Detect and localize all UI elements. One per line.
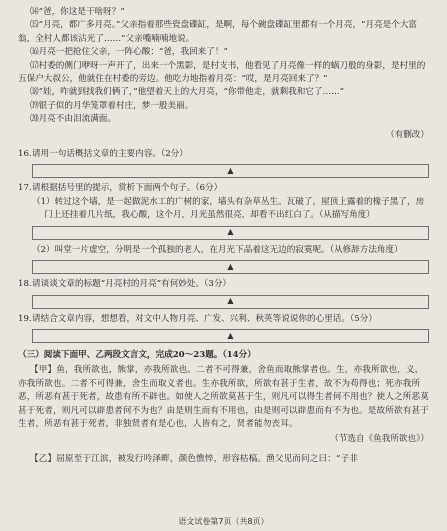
page-footer: 语文试卷第7页（共8页） — [178, 516, 269, 526]
classical-text-jia: 【甲】鱼，我所欲也，熊掌，亦我所欲也。二者不可得兼，舍鱼而取熊掌者也。生，亦我所欲也，义，亦我所欲也。二者不可得兼，舍生而取义者也。生亦我所欲，所欲有甚于生者，故不为苟得也；死亦我所恶，所恶有甚于死者，故患有所不辟也。如使人之所欲莫甚于生，则凡可以得生者何不用也？使人之所恶莫甚于死者，则凡可以辟患者何不为也？由是则生而有不用也，由是则可以辟患而有不为也。是故所欲有甚于生者，所恶有甚于死者，非独贤者有是心也，人皆有之，贤者能勿丧耳。 — [18, 365, 429, 429]
story-paragraph: ⒄村委的侧门咿呀一声开了，出来一个黑影，是村支书，他看见了月亮像一样的蜗刀般的身影，是村里的五保户大叔公，他就住在村委的旁边。他吃力地指着月亮：“哎，是月亮回来了？” — [18, 60, 426, 85]
question-number: 18. — [18, 279, 32, 290]
classical-source: （节选自《鱼我所欲也》） — [330, 434, 429, 445]
question-17-sub-1: （1）转过这个墙，是一起做泥水工的广树的家，墙头有杂草丛生。瓦破了，屋顶上露着的椽子黑了，房门上还挂着几片纸，我心酸，这个月，月光虽然很亮，却看不出红白了。（从描写角度） — [32, 196, 425, 221]
answer-box-17-1[interactable] — [32, 226, 429, 240]
question-text: 请结合文章内容，想想看，对文中人物月亮、广发、兴利、秋英等说说你的心里话。（5分） — [32, 313, 377, 324]
classical-text-yi: 【乙】屈原至于江滨，被发行吟泽畔，颜色憔悴，形容枯槁。渔父见而问之曰：“子非 — [30, 453, 359, 464]
story-paragraph: ⒁“爸，你这是干啥呀？” — [30, 7, 125, 17]
answer-mark-icon: ▲ — [227, 261, 234, 271]
answer-mark-icon: ▲ — [227, 166, 234, 176]
answer-mark-icon: ▲ — [227, 296, 234, 306]
answer-box-17-2[interactable] — [32, 260, 429, 274]
story-paragraph: ⒃月亮一把抢住父亲，一阵心酸：“爸，我回来了！” — [30, 47, 228, 58]
section-heading: （三）阅读下面甲、乙两段文言文，完成20～23题。（14分） — [18, 349, 256, 360]
question-text: 请用一句话概括文章的主要内容。（2分） — [32, 149, 188, 160]
question-text: 请根据括号里的提示，赏析下面两个句子。（6分） — [32, 183, 223, 194]
question-18 — [18, 278, 429, 291]
question-17-sub-2: （2）叫堂一片虚空，分明是一个孤独的老人，在月光下品着这无边的寂寞呢。（从修辞方法角度） — [32, 244, 403, 255]
question-16 — [18, 148, 429, 161]
answer-mark-icon: ▲ — [227, 330, 234, 340]
story-paragraph: ⒆银子似的月华笼罩着村庄，梦一般美丽。 — [30, 100, 194, 111]
story-paragraph: ⒅“娃，咋就到找我们俩了，”他望着天上的大月亮，“你带他走，就剩我和它了……” — [30, 87, 345, 98]
answer-mark-icon: ▲ — [227, 227, 234, 237]
question-number: 19. — [18, 313, 32, 324]
question-number: 17. — [18, 183, 32, 194]
answer-box-16[interactable] — [32, 164, 429, 178]
answer-box-18[interactable] — [32, 295, 429, 309]
story-paragraph: ⒇月亮不由泪流满面。 — [30, 114, 116, 125]
question-number: 16. — [18, 149, 32, 160]
question-17 — [18, 182, 429, 195]
story-paragraph: ⒂“月亮，都广多月亮。”父亲指着那些瓷盘碟缸，是啊，每个碗盘碟缸里都有一个月亮，“月亮是个大富翁，全村人都该沾光了……”父亲嘴喃喃地说。 — [18, 20, 418, 44]
question-19 — [18, 313, 429, 326]
question-text: 请谈谈文章的标题“月亮村的月亮”有何妙处。（3分） — [32, 279, 232, 290]
answer-box-19[interactable] — [32, 329, 429, 343]
source-note: （有删改） — [386, 129, 429, 140]
